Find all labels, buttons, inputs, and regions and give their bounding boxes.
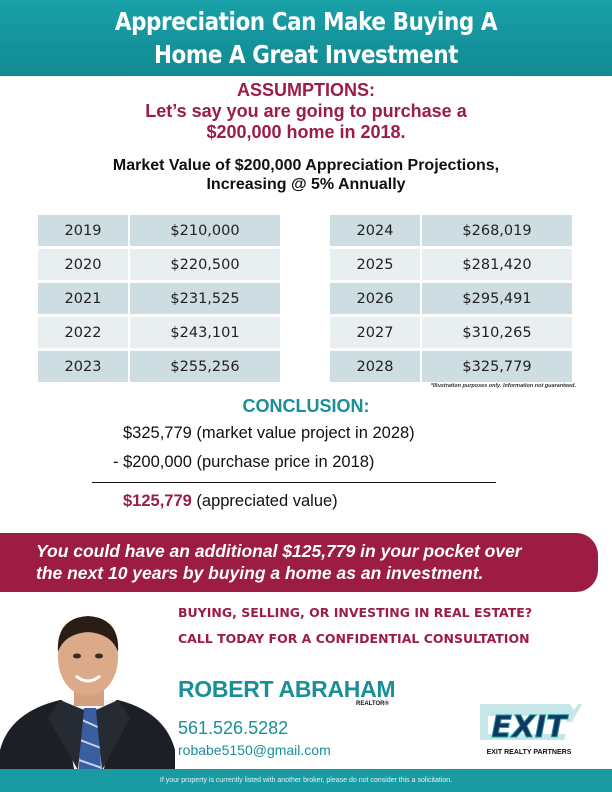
table-year: 2019: [38, 215, 130, 246]
page-title-line1: Appreciation Can Make Buying A: [114, 7, 498, 36]
projection-line1: Market Value of $200,000 Appreciation Projections,: [112, 157, 500, 174]
table-row: [330, 317, 572, 348]
projection-table-left: [38, 212, 280, 385]
header-banner: [0, 0, 612, 76]
table-row: [38, 249, 280, 280]
projection-line2: Increasing @ 5% Annually: [206, 176, 406, 193]
table-value: $255,256: [130, 351, 280, 382]
page-title-line2: Home A Great Investment: [153, 40, 459, 69]
logo-wordmark: EXIT: [491, 710, 567, 745]
conclusion-title: CONCLUSION:: [242, 396, 370, 416]
table-value: $210,000: [130, 215, 280, 246]
result-label: (appreciated value): [191, 492, 338, 510]
table-row: [330, 249, 572, 280]
table-row: [38, 351, 280, 382]
table-value: $243,101: [130, 317, 280, 348]
assumptions-line2: $200,000 home in 2018.: [206, 122, 406, 142]
assumptions-line1: Let’s say you are going to purchase a: [145, 101, 467, 121]
table-row: [38, 215, 280, 246]
agent-name: ROBERT ABRAHAM: [178, 676, 396, 702]
agent-portrait-image: [0, 600, 175, 792]
table-row: [330, 351, 572, 382]
table-year: 2021: [38, 283, 130, 314]
cta-line1: BUYING, SELLING, OR INVESTING IN REAL ESTATE?: [178, 605, 533, 620]
table-value: $310,265: [422, 317, 572, 348]
agent-email[interactable]: robabe5150@gmail.com: [178, 742, 331, 758]
table-year: 2022: [38, 317, 130, 348]
table-year: 2028: [330, 351, 422, 382]
logo-subtitle: EXIT REALTY PARTNERS: [486, 749, 572, 756]
agent-phone[interactable]: 561.526.5282: [178, 718, 289, 738]
agent-title: REALTOR®: [356, 701, 389, 707]
agent-photo: [0, 600, 175, 792]
investment-banner: [0, 533, 598, 592]
table-value: $325,779: [422, 351, 572, 382]
table-value: $281,420: [422, 249, 572, 280]
table-row: [38, 317, 280, 348]
conclusion-purchase-price: - $200,000 (purchase price in 2018): [113, 453, 375, 471]
result-amount: $125,779: [123, 492, 192, 510]
assumptions-section: [0, 80, 612, 143]
table-year: 2027: [330, 317, 422, 348]
table-year: 2023: [38, 351, 130, 382]
projection-heading: [0, 156, 612, 194]
illustration-disclaimer: *Illustration purposes only. Information not guaranteed.: [430, 383, 576, 389]
table-year: 2026: [330, 283, 422, 314]
table-row: [330, 283, 572, 314]
table-value: $231,525: [130, 283, 280, 314]
banner-line1: You could have an additional $125,779 in your pocket over: [36, 541, 522, 561]
conclusion-result: [123, 492, 338, 511]
table-value: $295,491: [422, 283, 572, 314]
table-year: 2020: [38, 249, 130, 280]
assumptions-title: ASSUMPTIONS:: [236, 80, 375, 100]
subtraction-rule: [92, 482, 496, 483]
footer-solicitation-notice: If your property is currently listed with another broker, please do not consider this a solicitation.: [0, 769, 612, 792]
table-value: $268,019: [422, 215, 572, 246]
conclusion-market-value: $325,779 (market value project in 2028): [123, 424, 415, 442]
table-row: [330, 215, 572, 246]
banner-line2: the next 10 years by buying a home as an investment.: [36, 563, 484, 583]
cta-line2: CALL TODAY FOR A CONFIDENTIAL CONSULTATION: [178, 631, 530, 646]
exit-logo-icon: [474, 700, 584, 750]
projection-table-right: [330, 212, 572, 385]
table-year: 2024: [330, 215, 422, 246]
table-year: 2025: [330, 249, 422, 280]
table-value: $220,500: [130, 249, 280, 280]
table-row: [38, 283, 280, 314]
